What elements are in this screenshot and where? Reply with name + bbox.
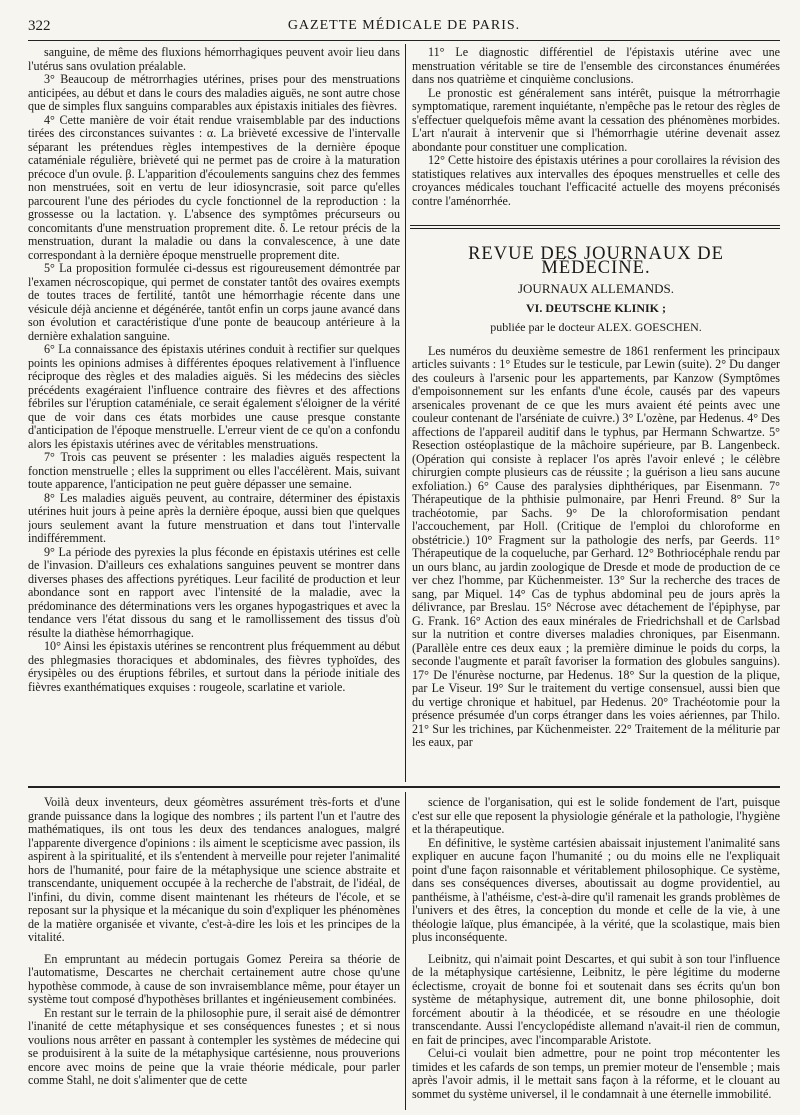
- review-byline: publiée par le docteur ALEX. GOESCHEN.: [490, 320, 702, 334]
- paragraph: Le pronostic est généralement sans intérêt, puisque la métrorrhagie symptomatique, rarement inquiétante, n'empêche pas le retour des règles de s'effectuer quelquefois même avant la cessation des phénomènes morbides. L'art n'aurait à intervenir que si l'hémorrhagie utérine devenait assez abondante pour constituer une complication.: [412, 85, 780, 154]
- paragraph: Leibnitz, qui n'aimait point Descartes, et qui subit à son tour l'influence de la métaphysique cartésienne, Leibnitz, le père légitime du moderne éclectisme, croyait de bonne foi et soutenait dans ses écrits qu'un bon système de métaphysique, autrement dit, une bonne philosophie, doit forcément aboutir à la théodicée, et se résoudre en une théologie transcendante. Aussi l'encyclopédiste allemand n'avait-il rien de commun, en fait de principes, avec l'incomparable Aristote.: [412, 951, 780, 1047]
- review-section: VI. DEUTSCHE KLINIK ;: [525, 300, 667, 315]
- paragraph: 10° Ainsi les épistaxis utérines se rencontrent plus fréquemment au début des phlegmasies thoraciques et abdominales, des fièvres typhoïdes, des érysipèles ou des éruptions fébriles, et surtout dans la période initiale des fièvres exanthématiques exquises : rougeole, scarlatine et variole.: [28, 639, 400, 694]
- paragraph: En définitive, le système cartésien abaissait injustement l'animalité sans expliquer en aucune façon l'humanité ; ou du moins elle ne l'expliquait point d'une façon raisonnable et véritablement philosophique. Ce système, dans ses conséquences diverses, aboutissait au dogme providentiel, au panthéisme, à l'athéisme, c'est-à-dire qu'il ramenait les grands problèmes de l'univers et des êtres, la conception du monde et celle de la vie, à une théologie laïque, plus émancipée, à la vérité, que la scolastique, mais bien plus inconséquente.: [412, 835, 780, 944]
- column-divider: [405, 44, 406, 782]
- paragraph: 9° La période des pyrexies la plus féconde en épistaxis utérines est celle de l'invasion. D'ailleurs ces exhalations sanguines peuvent se montrer dans diverses phases des affections pyrétiques. Leur facilité de production et leur abondance sont en rapport avec l'intensité de la maladie, avec la prédominance des déterminations vers les organes hypogastriques et avec la tendance vers l'état dissous du sang et le ramollissement des tissus d'où résulte la diathèse hémorrhagique.: [28, 544, 400, 640]
- left-column: [28, 46, 400, 758]
- paragraph: 7° Trois cas peuvent se présenter : les maladies aiguës respectent la fonction menstruelle ; elles la suppriment ou elles l'accélèrent. Mais, suivant toute apparence, l'anticipation ne peut guère dépasser une semaine.: [28, 450, 400, 491]
- paragraph: Voilà deux inventeurs, deux géomètres assurément très-forts et d'une grande puissance dans la logique des nombres ; ils partent l'un et l'autre des mathématiques, ils ont tous les deux des tendances analogues, malgré l'apparente divergence d'opinions : ils aiment le scepticisme avec passion, ils aspirent à la spiritualité, et ils s'entendent à merveille pour rejeter l'animalité hors de l'humanité, pour faire de la métaphysique une science abstraite et transcendante, uniquement occupée à la recherche de l'abstrait, de l'idéal, de l'infini, du divin, comme disent maintenant les rhéteurs de l'école, et se reposant sur la physique et la mécanique du soin d'expliquer les phénomènes de la matière organisée et vivante, c'est-à-dire les lois et les principes de la vitalité.: [28, 796, 400, 944]
- paragraph: En empruntant au médecin portugais Gomez Pereira sa théorie de l'automatisme, Descartes ne cherchait certainement autre chose qu'une hypothèse commode, à cause de son invraisemblance même, pour étayer un système tout composé d'hypothèses brillantes et ingénieusement combinées.: [28, 951, 400, 1006]
- section-rule: [410, 228, 780, 229]
- review-body: Les numéros du deuxième semestre de 1861 renferment les principaux articles suivants : 1° Etudes sur le testicule, par Lewin (suite). 2° Du danger des couleurs à l'arsenic pour les appartements, par Kanzow (Symptômes d'empoisonnement sur les enfants d'une école, causés par des vapeurs arsenicales provenant de ce que les murs avaient été peints avec une couleur contenant de l'arséniate de cuivre.) 3° L'ozène, par Hedenus. 4° Des affections de l'appareil auditif dans le typhus, par Hermann Schwartze. 5° Resection ostéoplastique de la mâchoire supérieure, par B. Langenbeck. (Opération qui consiste à replacer l'os après l'avoir enlevé ; le célèbre chirurgien compte plusieurs cas de réussite ; la guérison a lieu sans aucune exfoliation.) 6° Cause des paralysies diphthériques, par Eisenmann. 7° Thérapeutique de la phthisie pulmonaire, par Henri Freund. 8° Sur la trachéotomie, par Sachs. 9° De la chloroformisation pendant l'accouchement, par Holl. (Critique de l'emploi du chloroforme en obstétricie.) 10° Fragment sur la pathologie des nerfs, par Geerds. 11° Thérapeutique de la coqueluche, par Gerhard. 12° Bothriocéphale rendu par un ours blanc, au jardin zoologique de Dresde et mode de production de ce ver chez l'homme, par Küchenmeister. 13° Sur la recherche des traces de sang, par Miquel. 14° Cas de typhus abdominal peu de jours après la délivrance, par Breslau. 15° Nécrose avec détachement de l'épiphyse, par G. Frank. 16° Action des eaux minérales de Friedrichshall et de Carlsbad sur la nutrition et contre diverses maladies chroniques, par Eisenmann. (Parallèle entre ces deux eaux ; la première diminue le poids du corps, la seconde l'augmente et paraît favoriser la formation des globules sanguins). 17° De l'énurèse nocturne, par Hedenus. 18° Sur la question de la plique, par Le Viseur. 19° Sur le traitement du vertige consensuel, aussi bien que du vertige chronique et habituel, par Hedenus. 20° Trachéotomie pour la présence présumée d'un corps étranger dans les voies aériennes, par Thilo. 21° Sur les trichines, par Küchenmeister. 22° Traitement de la méliturie par les eaux, par: [412, 343, 780, 749]
- right-column-top: [412, 46, 780, 222]
- page-number: 322: [28, 18, 51, 34]
- paragraph: Celui-ci voulait bien admettre, pour ne point trop mécontenter les timides et les cafards de son temps, un premier moteur de l'ensemble ; mais après l'avoir admis, il le mettait sans façon à la réforme, et le clouant au sommet du système universel, il le condamnait à une éternelle immobilité.: [412, 1046, 780, 1101]
- bottom-right-column: [412, 796, 780, 1108]
- bottom-left-column: [28, 796, 400, 1108]
- review-column: [412, 234, 780, 782]
- section-divider: [28, 786, 780, 788]
- review-subtitle: JOURNAUX ALLEMANDS.: [517, 281, 674, 296]
- paragraph: En restant sur le terrain de la philosophie pure, il serait aisé de démontrer l'inanité de cette métaphysique et ses conséquences funestes ; et si nous voulions nous arrêter en passant à contempler les systèmes de médecine qui se produisirent à la suite de la métaphysique cartésienne, nous prouverions encore avec moins de peine que la vraie théorie médicale, pour parler comme Stahl, ne doit s'alimenter que de cette: [28, 1005, 400, 1087]
- paragraph: science de l'organisation, qui est le solide fondement de l'art, puisque c'est sur elle que reposent la physiologie générale et la pathologie, l'hygiène et la thérapeutique.: [412, 796, 780, 836]
- paragraph: sanguine, de même des fluxions hémorrhagiques peuvent avoir lieu dans l'utérus sans ovulation préalable.: [28, 46, 400, 73]
- page-header: [28, 14, 780, 36]
- paragraph: 8° Les maladies aiguës peuvent, au contraire, déterminer des épistaxis utérines huit jours à peine après la dernière époque, aussi bien que quelques jours seulement avant la future menstruation et dans tout l'intervalle indifféremment.: [28, 490, 400, 545]
- review-title: REVUE DES JOURNAUX DE MÉDECINE.: [468, 244, 724, 278]
- paragraph: 12° Cette histoire des épistaxis utérines a pour corollaires la révision des statistiques relatives aux intervalles des époques menstruelles et celle des croyances médicales touchant l'efficacité actuelle des moyens préconisés contre l'aménorrhée.: [412, 153, 780, 208]
- section-rule: [410, 225, 780, 226]
- paragraph: 3° Beaucoup de métrorrhagies utérines, prises pour des menstruations anticipées, au début et dans le cours des maladies aiguës, ne sont autre chose que de simples flux sanguins comparables aux épistaxis initiales des fièvres.: [28, 72, 400, 113]
- header-rule: [28, 40, 780, 41]
- paragraph: 4° Cette manière de voir était rendue vraisemblable par des inductions tirées des circonstances suivantes : α. La brièveté excessive de l'intervalle séparant les prétendues règles intempestives de la dernière époque cataméniale régulière, brièveté qui ne permet pas de croire à la maturation précoce d'un ovule. β. L'apparition d'écoulements sanguins chez des femmes non menstruées, soit en vertu de leur idiosyncrasie, soit parce qu'elles parcourent l'une des périodes du cycle fonctionnel de la reproduction : la grossesse ou la lactation. γ. L'absence des symptômes précurseurs ou concomitants d'une menstruation proprement dite. δ. Le retour précis de la menstruation, durant la maladie ou dans la convalescence, à une date correspondant à la dernière époque menstruelle proprement dite.: [28, 112, 400, 262]
- column-divider: [405, 792, 406, 1110]
- paragraph: 6° La connaissance des épistaxis utérines conduit à rectifier sur quelques points les opinions admises à différentes époques relativement à l'influence réciproque des règles et des maladies aiguës. Si les médecins des siècles précédents exagéraient l'influence contraire des fièvres et des affections fébriles sur l'éruption cataméniale, ce serait également s'éloigner de la vérité que de voir dans ces états morbides une cause presque constante d'anticipation de l'époque menstruelle. L'erreur vient de ce qu'on a confondu alors les épistaxis utérines avec de véritables menstruations.: [28, 342, 400, 451]
- paragraph: 5° La proposition formulée ci-dessus est rigoureusement démontrée par l'examen nécroscopique, qui permet de constater tantôt des ovaires exempts de toutes traces de fertilité, tantôt une hémorrhagie récente dans une vésicule déjà ancienne et dégénérée, tantôt enfin un corps jaune avancé dans son évolution et caractéristique d'une ponte de beaucoup antérieure à la dernière exhalation sanguine.: [28, 261, 400, 343]
- paragraph: 11° Le diagnostic différentiel de l'épistaxis utérine avec une menstruation véritable se tire de l'ensemble des circonstances énumérées dans nos quatrième et cinquième conclusions.: [412, 46, 780, 86]
- running-title: GAZETTE MÉDICALE DE PARIS.: [287, 18, 521, 33]
